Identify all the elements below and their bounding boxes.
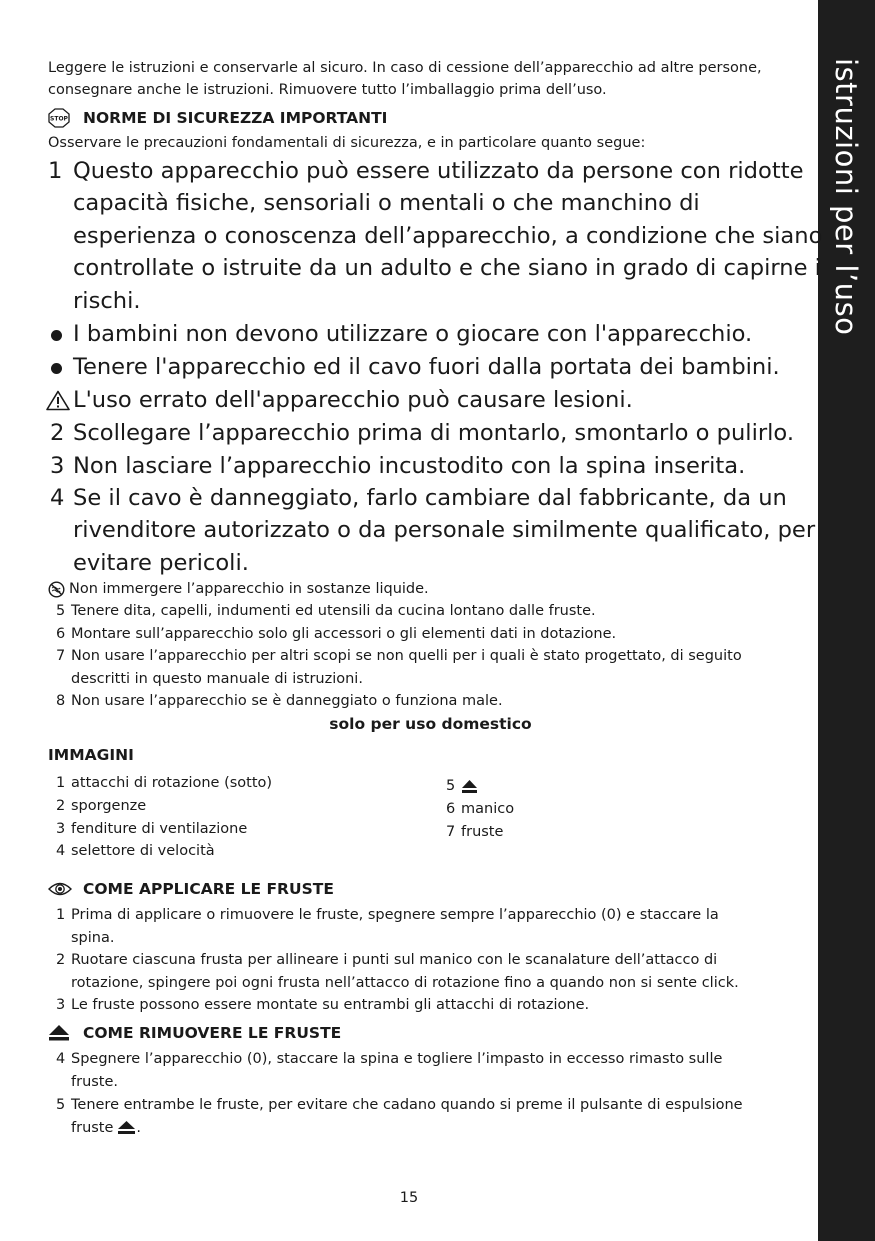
eject-icon <box>461 779 478 794</box>
eye-icon <box>48 881 72 897</box>
safety-heading <box>48 108 387 128</box>
item-line: Spegnere l’apparecchio (0), staccare la spina e togliere l’impasto in eccesso rimasto sulle <box>71 1051 723 1067</box>
item-number: 6 <box>56 626 66 642</box>
images-list-left <box>48 772 428 863</box>
eject-icon <box>117 1120 136 1135</box>
apply-heading-text: COME APPLICARE LE FRUSTE <box>83 880 334 898</box>
item-line: fruste. <box>71 1073 119 1090</box>
item-line: rotazione, spingere poi ogni frusta nell’attacco di rotazione fino a quando non si sente click. <box>71 974 739 991</box>
item-number: 8 <box>56 693 66 709</box>
item-line: descritti in questo manuale di istruzioni. <box>71 670 363 687</box>
warning-triangle-icon <box>46 390 70 411</box>
safety-lead: Osservare le precauzioni fondamentali di sicurezza, e in particolare quanto segue: <box>48 135 646 151</box>
item-line: esperienza o conoscenza dell’apparecchio, a condizione che siano <box>73 222 823 249</box>
item-text: Non lasciare l’apparecchio incustodito con la spina inserita. <box>73 453 746 479</box>
item-line: rivenditore autorizzato o da personale similmente qualificato, per <box>73 517 816 544</box>
list-item: 3 fenditure di ventilazione <box>56 821 248 837</box>
item-line: Non usare l’apparecchio per altri scopi se non quelli per i quali è stato progettato, di seguito <box>71 648 742 664</box>
images-heading: IMMAGINI <box>48 746 134 764</box>
item-line: capacità fisiche, sensoriali o mentali o che manchino di <box>73 190 700 217</box>
intro-line-2: consegnare anche le istruzioni. Rimuovere tutto l’imballaggio prima dell’uso. <box>48 82 607 98</box>
apply-heading <box>48 880 334 898</box>
list-item: 2 sporgenze <box>56 798 147 814</box>
sidebar-title: istruzioni per l’uso <box>828 58 863 336</box>
safety-heading-text: NORME DI SICUREZZA IMPORTANTI <box>83 109 388 127</box>
item-number: 3 <box>50 453 65 479</box>
stop-icon <box>48 108 70 128</box>
list-item: 4 selettore di velocità <box>56 843 215 859</box>
item-text: Tenere dita, capelli, indumenti ed utensili da cucina lontano dalle fruste. <box>71 603 596 619</box>
item-text: Non usare l’apparecchio se è danneggiato o funziona male. <box>71 693 503 709</box>
item-text: Montare sull’apparecchio solo gli accessori o gli elementi dati in dotazione. <box>71 626 617 642</box>
eject-icon <box>48 1024 70 1042</box>
item-line: Se il cavo è danneggiato, farlo cambiare dal fabbricante, da un <box>73 485 787 511</box>
item-number: 7 <box>56 648 66 664</box>
bullet-dot-icon <box>51 330 62 341</box>
item-line: Prima di applicare o rimuovere le fruste, spegnere sempre l’apparecchio (0) e staccare la <box>71 907 719 923</box>
remove-heading <box>48 1024 341 1042</box>
item-line: spina. <box>71 929 115 946</box>
list-item: 5 <box>446 775 746 798</box>
item-number: 1 <box>48 158 63 184</box>
item-number: 2 <box>50 420 65 446</box>
list-item: 7 fruste <box>446 824 504 840</box>
item-line: Ruotare ciascuna frusta per allineare i punti sul manico con le scanalature dell’attacco di <box>71 952 718 968</box>
list-item: 6 manico <box>446 801 515 817</box>
page-number: 15 <box>399 1190 419 1206</box>
list-item: 1 attacchi di rotazione (sotto) <box>56 775 273 791</box>
intro-line-1: Leggere le istruzioni e conservarle al sicuro. In caso di cessione dell’apparecchio ad altre persone, <box>48 60 762 76</box>
item-number: 4 <box>50 485 65 511</box>
item-line: Questo apparecchio può essere utilizzato da persone con ridotte <box>73 158 804 184</box>
item-line: Tenere entrambe le fruste, per evitare che cadano quando si preme il pulsante di espulsione <box>71 1097 743 1113</box>
domestic-use-note: solo per uso domestico <box>329 715 532 733</box>
item-line: fruste . <box>71 1119 142 1136</box>
item-number: 5 <box>56 603 66 619</box>
images-list-right <box>446 775 746 844</box>
item-text: Scollegare l’apparecchio prima di montarlo, smontarlo o pulirlo. <box>73 420 795 446</box>
no-immerse-icon <box>48 581 65 598</box>
item-line: controllate o istruite da un adulto e che siano in grado di capirne i <box>73 255 821 282</box>
item-line: evitare pericoli. <box>73 549 249 576</box>
svg-text:STOP: STOP <box>50 115 68 123</box>
item-line: Le fruste possono essere montate su entrambi gli attacchi di rotazione. <box>71 997 590 1013</box>
item-line: rischi. <box>73 287 141 314</box>
remove-heading-text: COME RIMUOVERE LE FRUSTE <box>83 1024 342 1042</box>
sidebar-tab <box>818 0 875 1241</box>
bullet-dot-icon <box>51 363 62 374</box>
